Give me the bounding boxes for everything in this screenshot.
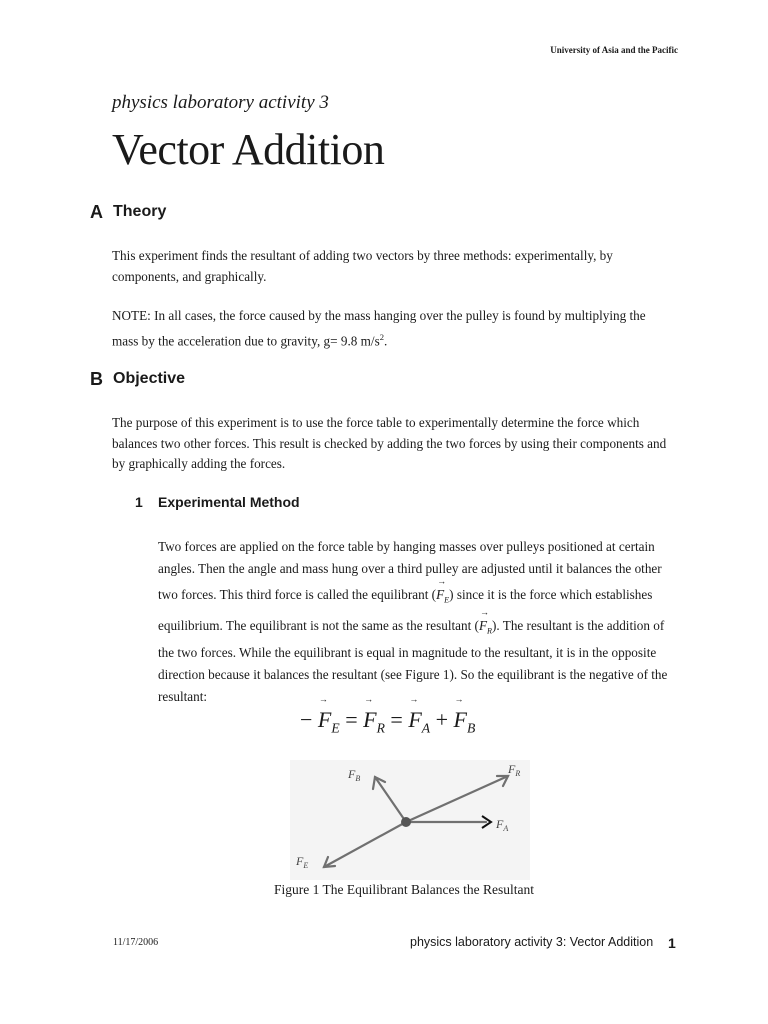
- method-text-3: ). The resultant is the addition of the two forces. While the equilibrant is equal in magnitude to the resultant, it is in the opposite direction because it balances the resultant (see Figure 1). So the equilibrant is the negative of the resultant:: [158, 618, 668, 705]
- method-text-1: Two forces are applied on the force table by hanging masses over pulleys positioned at certain angles. Then the angle and mass hung over a third pulley are adjusted until it balances the other two forces. This third force is called the equilibrant (: [158, 539, 662, 602]
- method-text-2: ) since it is the force which establishes equilibrium. The equilibrant is not the same as the resultant (: [158, 586, 653, 634]
- subsection-title: Experimental Method: [158, 494, 300, 510]
- resultant-symbol: → $F_R$: [479, 611, 492, 642]
- force-vector-diagram: [290, 760, 530, 880]
- note-end: .: [384, 332, 388, 348]
- fe-label: $F_E$: [296, 854, 309, 870]
- footer-running-title: physics laboratory activity 3: Vector Addition: [410, 935, 654, 949]
- page-title: Vector Addition: [112, 125, 385, 174]
- fb-label: $F_B$: [348, 767, 361, 783]
- experimental-method-paragraph: [158, 536, 678, 708]
- section-title-theory: Theory: [113, 203, 167, 220]
- figure-caption: [274, 882, 534, 898]
- footer-date: 11/17/2006: [113, 937, 159, 948]
- figure-caption-label: Figure 1: [274, 882, 320, 897]
- subsection-number: 1: [135, 494, 143, 510]
- force-table-center: [401, 817, 411, 827]
- fr-label: $F_R$: [508, 762, 521, 778]
- page-number: 1: [668, 935, 676, 951]
- figure-caption-text: The Equilibrant Balances the Resultant: [322, 882, 534, 897]
- fa-label: $F_A$: [496, 817, 509, 833]
- section-letter-a: A: [90, 202, 103, 222]
- note-text: NOTE: In all cases, the force caused by the mass hanging over the pulley is found by multiplying the mass by the acceleration due to gravity, g= 9.8 m/s: [112, 308, 646, 348]
- eq-fa: → $F_A$: [408, 703, 430, 736]
- note-superscript: 2: [379, 331, 384, 342]
- objective-paragraph: The purpose of this experiment is to use the force table to experimentally determine the force which balances two other forces. This result is checked by adding the two forces by using their components and by graphically adding the forces.: [112, 415, 667, 471]
- theory-note-paragraph: [112, 306, 672, 351]
- activity-subtitle: physics laboratory activity 3: [112, 92, 329, 113]
- section-title-objective: Objective: [113, 370, 186, 387]
- theory-paragraph: This experiment finds the resultant of adding two vectors by three methods: experimentally, by components, and graphically.: [112, 248, 613, 284]
- institution-header: University of Asia and the Pacific: [550, 45, 678, 55]
- vector-equation: − → $F_E$ = → $F_R$ = → $F_A$ + → $F_B$: [300, 703, 475, 736]
- eq-fr: → $F_R$: [363, 703, 385, 736]
- eq-fb: → $F_B$: [454, 703, 476, 736]
- equilibrant-symbol: → $F_E$: [436, 580, 449, 611]
- section-letter-b: B: [90, 369, 103, 389]
- eq-fe: → $F_E$: [318, 703, 340, 736]
